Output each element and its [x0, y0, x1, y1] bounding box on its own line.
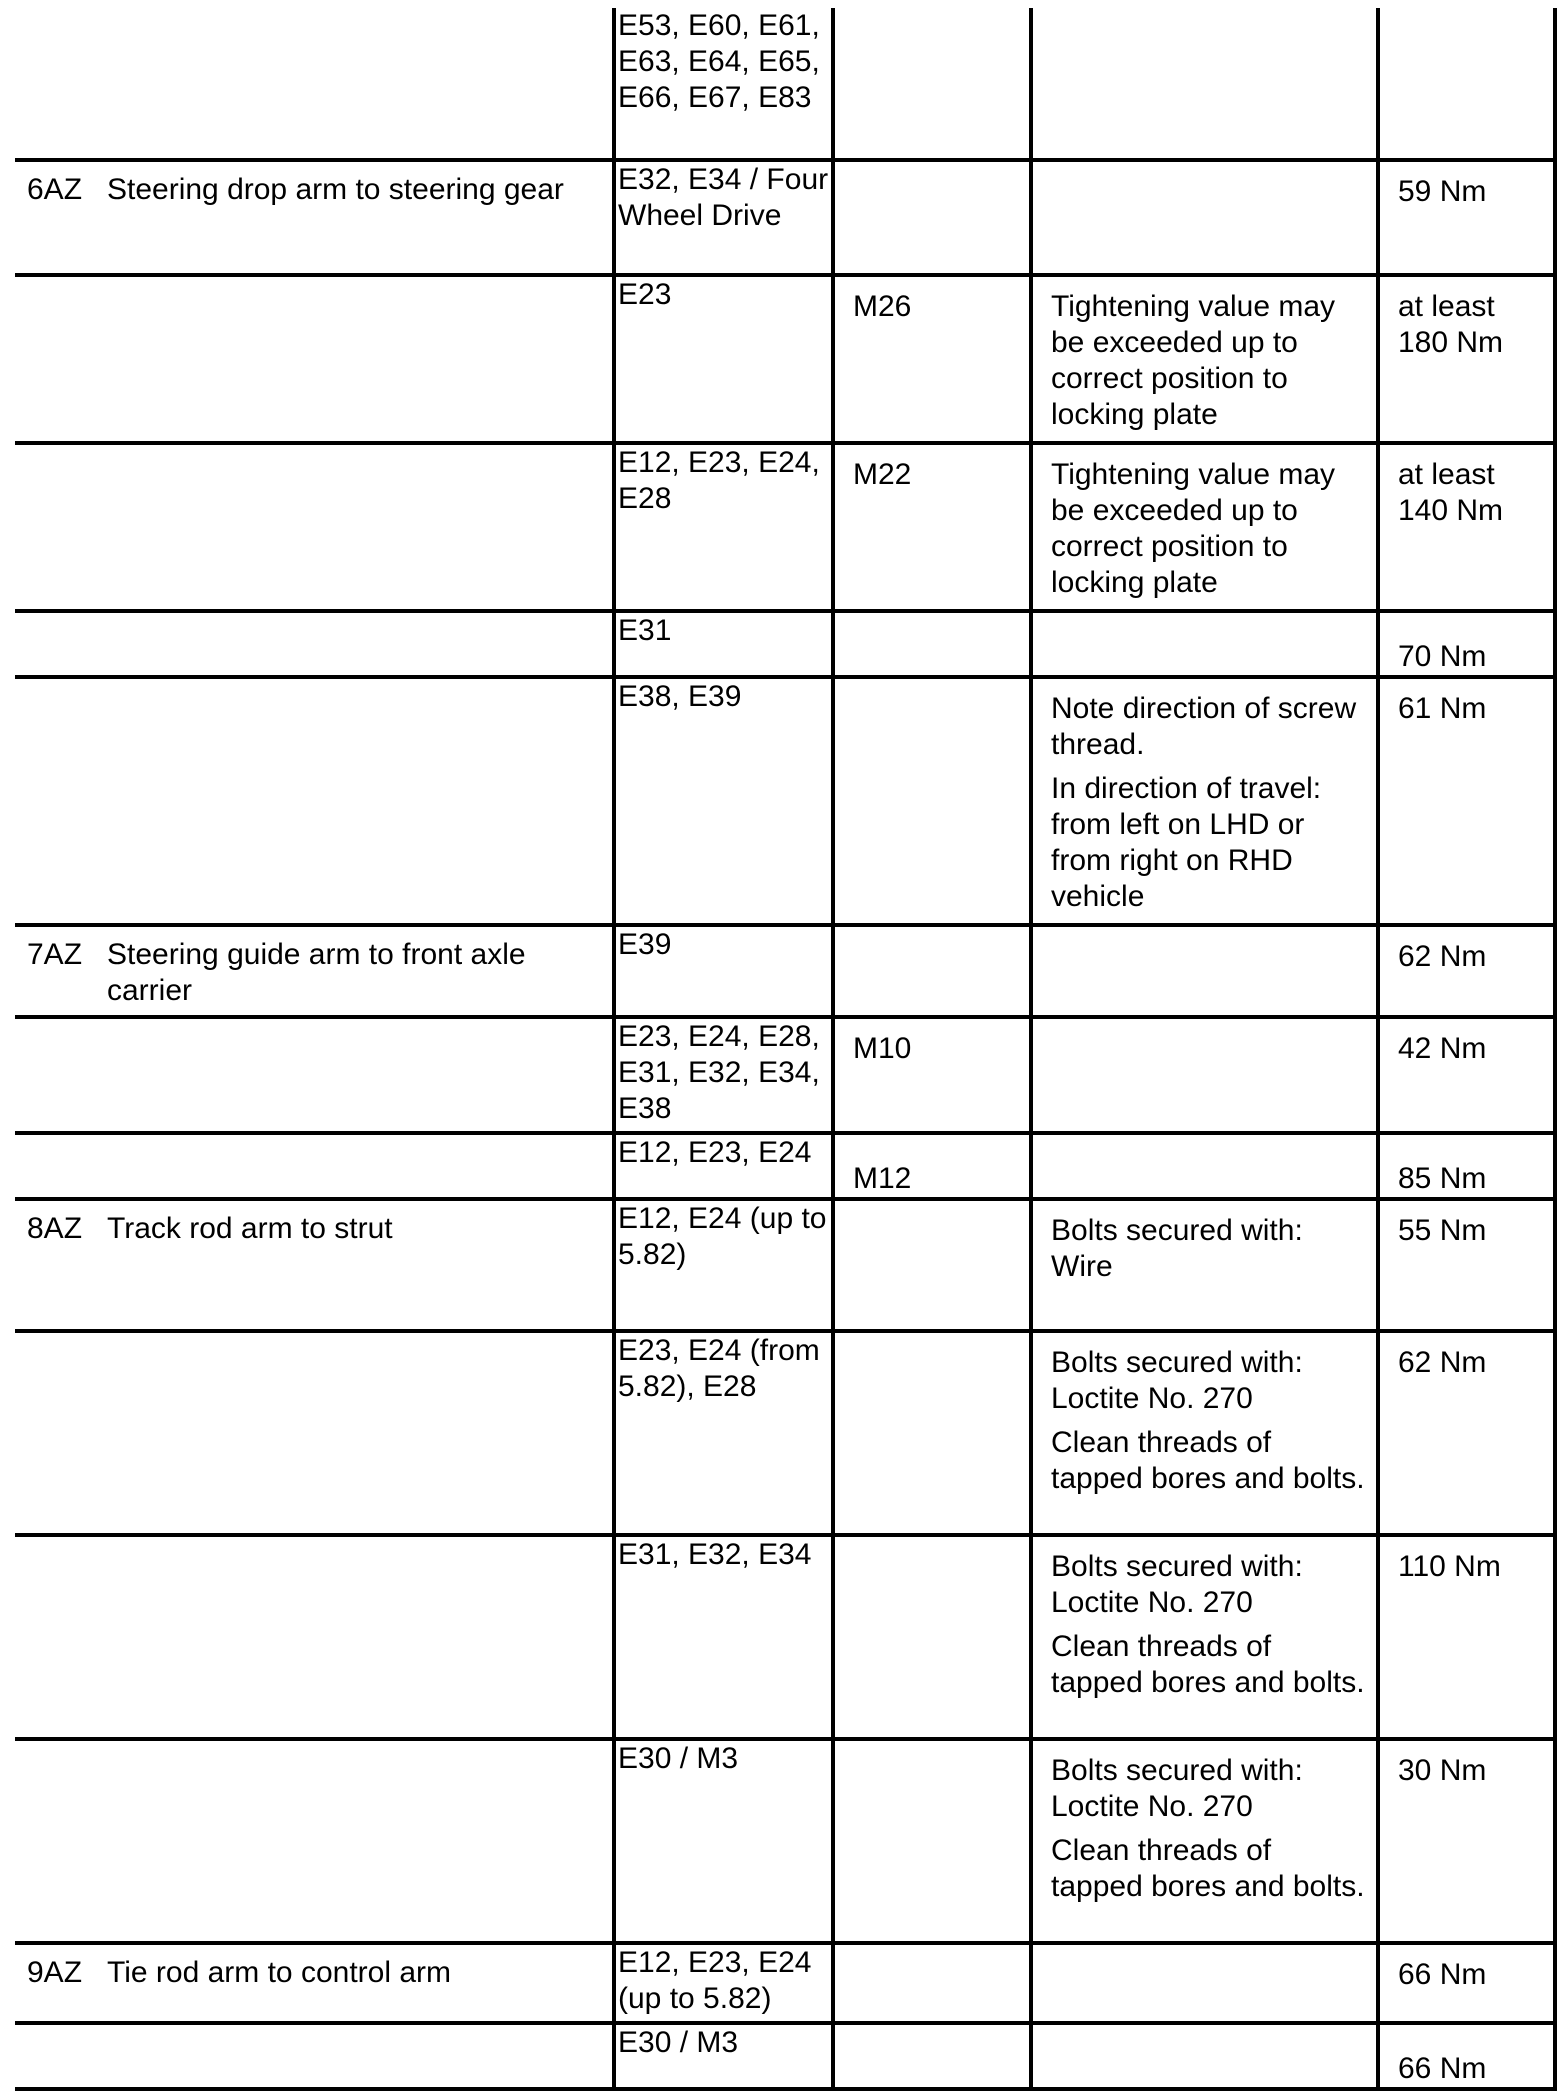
- item-cell: [15, 1199, 614, 1331]
- notes-cell: [1031, 443, 1378, 611]
- model-codes: E31: [618, 614, 672, 647]
- models-cell: [614, 443, 833, 611]
- torque-cell: [1378, 1535, 1555, 1739]
- torque-value: 110 Nm: [1398, 1550, 1501, 1583]
- item-code: 7AZ: [27, 938, 83, 971]
- notes-cell: [1031, 925, 1378, 1017]
- notes-cell: [1031, 677, 1378, 925]
- models-cell: [614, 8, 833, 160]
- thread-size: M10: [853, 1032, 912, 1065]
- note-text: Bolts secured with: Loctite No. 270: [1051, 1346, 1303, 1415]
- torque-value: 66 Nm: [1398, 2052, 1487, 2085]
- table-row: [15, 1017, 1555, 1133]
- thread-cell: [833, 1199, 1031, 1331]
- torque-value: at least 140 Nm: [1398, 458, 1504, 527]
- item-cell: [15, 443, 614, 611]
- item-code: 9AZ: [27, 1956, 83, 1989]
- notes-cell: [1031, 611, 1378, 677]
- thread-cell: [833, 611, 1031, 677]
- thread-size: M26: [853, 290, 912, 323]
- item-cell: [15, 1943, 614, 2023]
- torque-cell: [1378, 8, 1555, 160]
- thread-cell: [833, 925, 1031, 1017]
- thread-cell: [833, 8, 1031, 160]
- thread-cell: [833, 2023, 1031, 2089]
- thread-cell: [833, 1943, 1031, 2023]
- table-row: [15, 1739, 1555, 1943]
- thread-size: [835, 1945, 1029, 1957]
- table-row: [15, 1199, 1555, 1331]
- torque-cell: [1378, 925, 1555, 1017]
- thread-size: [835, 162, 1029, 174]
- thread-cell: [833, 1331, 1031, 1535]
- thread-size: [835, 2025, 1029, 2051]
- table-body: [15, 8, 1555, 2089]
- notes-cell: [1031, 1331, 1378, 1535]
- item-description: Track rod arm to strut: [107, 1212, 393, 1245]
- thread-cell: [833, 677, 1031, 925]
- thread-size: M22: [853, 458, 912, 491]
- table-row: [15, 1133, 1555, 1199]
- torque-value: 66 Nm: [1398, 1958, 1487, 1991]
- item-code: 6AZ: [27, 173, 83, 206]
- torque-cell: [1378, 160, 1555, 275]
- thread-size: [835, 1333, 1029, 1345]
- item-cell: [15, 275, 614, 443]
- models-cell: [614, 1739, 833, 1943]
- item-description: Tie rod arm to control arm: [107, 1956, 451, 1989]
- torque-value: 70 Nm: [1398, 640, 1487, 673]
- thread-cell: [833, 1739, 1031, 1943]
- models-cell: [614, 1199, 833, 1331]
- torque-cell: [1378, 611, 1555, 677]
- note-text: Bolts secured with: Loctite No. 270: [1051, 1550, 1303, 1619]
- table-row: [15, 925, 1555, 1017]
- thread-size: [835, 679, 1029, 691]
- torque-cell: [1378, 1331, 1555, 1535]
- notes-cell: [1031, 8, 1378, 160]
- models-cell: [614, 1331, 833, 1535]
- item-cell: [15, 611, 614, 677]
- item-cell: [15, 1331, 614, 1535]
- item-cell: [15, 8, 614, 160]
- models-cell: [614, 1535, 833, 1739]
- notes-cell: [1031, 1739, 1378, 1943]
- model-codes: E12, E23, E24, E28: [618, 446, 820, 515]
- model-codes: E23, E24 (from 5.82), E28: [618, 1334, 820, 1403]
- table-row: [15, 1535, 1555, 1739]
- thread-size: [835, 613, 1029, 639]
- torque-value: 42 Nm: [1398, 1032, 1487, 1065]
- thread-size: [835, 1741, 1029, 1753]
- thread-cell: [833, 160, 1031, 275]
- thread-size: [835, 1201, 1029, 1213]
- thread-size: [835, 8, 1029, 20]
- models-cell: [614, 2023, 833, 2089]
- table-row: [15, 443, 1555, 611]
- torque-cell: [1378, 2023, 1555, 2089]
- item-cell: [15, 1739, 614, 1943]
- torque-spec-table: [15, 8, 1557, 2091]
- table-row: [15, 2023, 1555, 2089]
- thread-cell: [833, 443, 1031, 611]
- note-text: Bolts secured with: Wire: [1051, 1214, 1303, 1283]
- notes-cell: [1031, 1017, 1378, 1133]
- note-text: Bolts secured with: Loctite No. 270: [1051, 1754, 1303, 1823]
- torque-cell: [1378, 1943, 1555, 2023]
- notes-cell: [1031, 1133, 1378, 1199]
- torque-value: 62 Nm: [1398, 940, 1487, 973]
- torque-cell: [1378, 443, 1555, 611]
- models-cell: [614, 611, 833, 677]
- thread-cell: [833, 1017, 1031, 1133]
- notes-cell: [1031, 160, 1378, 275]
- torque-cell: [1378, 275, 1555, 443]
- table-row: [15, 1943, 1555, 2023]
- table-row: [15, 611, 1555, 677]
- torque-value: 62 Nm: [1398, 1346, 1487, 1379]
- torque-cell: [1378, 1133, 1555, 1199]
- table-row: [15, 8, 1555, 160]
- item-cell: [15, 1535, 614, 1739]
- torque-value: 85 Nm: [1398, 1162, 1487, 1195]
- thread-size: [835, 1537, 1029, 1549]
- note-text: Tightening value may be exceeded up to correct position to locking plate: [1051, 458, 1336, 599]
- item-description: Steering drop arm to steering gear: [107, 173, 564, 206]
- table-row: [15, 1331, 1555, 1535]
- note-text: Clean threads of tapped bores and bolts.: [1051, 1426, 1365, 1495]
- model-codes: E23: [618, 278, 672, 311]
- note-text: Note direction of screw thread.: [1051, 692, 1357, 761]
- model-codes: E23, E24, E28, E31, E32, E34, E38: [618, 1020, 820, 1125]
- torque-value: at least 180 Nm: [1398, 290, 1504, 359]
- note-text: Clean threads of tapped bores and bolts.: [1051, 1630, 1365, 1699]
- torque-value: 30 Nm: [1398, 1754, 1487, 1787]
- thread-cell: [833, 1133, 1031, 1199]
- note-text: In direction of travel: from left on LHD or from right on RHD vehicle: [1051, 772, 1322, 913]
- model-codes: E38, E39: [618, 680, 742, 713]
- item-description: Steering guide arm to front axle carrier: [107, 938, 526, 1007]
- model-codes: E12, E23, E24: [618, 1136, 812, 1169]
- torque-value: [1380, 8, 1553, 20]
- note-text: Clean threads of tapped bores and bolts.: [1051, 1834, 1365, 1903]
- torque-cell: [1378, 1739, 1555, 1943]
- table-row: [15, 677, 1555, 925]
- table-row: [15, 160, 1555, 275]
- notes-cell: [1031, 275, 1378, 443]
- models-cell: [614, 1133, 833, 1199]
- model-codes: E30 / M3: [618, 2026, 739, 2059]
- models-cell: [614, 677, 833, 925]
- torque-cell: [1378, 1199, 1555, 1331]
- notes-cell: [1031, 1535, 1378, 1739]
- model-codes: E12, E24 (up to 5.82): [618, 1202, 827, 1271]
- models-cell: [614, 1017, 833, 1133]
- notes-cell: [1031, 1199, 1378, 1331]
- item-code: 8AZ: [27, 1212, 83, 1245]
- models-cell: [614, 925, 833, 1017]
- item-cell: [15, 677, 614, 925]
- model-codes: E32, E34 / Four Wheel Drive: [618, 163, 829, 232]
- model-codes: E39: [618, 928, 672, 961]
- thread-cell: [833, 275, 1031, 443]
- item-cell: [15, 160, 614, 275]
- item-cell: [15, 1133, 614, 1199]
- model-codes: E30 / M3: [618, 1742, 739, 1775]
- torque-cell: [1378, 1017, 1555, 1133]
- models-cell: [614, 160, 833, 275]
- thread-cell: [833, 1535, 1031, 1739]
- torque-cell: [1378, 677, 1555, 925]
- item-cell: [15, 925, 614, 1017]
- models-cell: [614, 275, 833, 443]
- thread-size: [835, 927, 1029, 939]
- model-codes: E12, E23, E24 (up to 5.82): [618, 1946, 812, 2015]
- item-cell: [15, 1017, 614, 1133]
- note-text: Tightening value may be exceeded up to correct position to locking plate: [1051, 290, 1336, 431]
- item-cell: [15, 2023, 614, 2089]
- table-row: [15, 275, 1555, 443]
- notes-cell: [1031, 2023, 1378, 2089]
- notes-cell: [1031, 1943, 1378, 2023]
- models-cell: [614, 1943, 833, 2023]
- model-codes: E31, E32, E34: [618, 1538, 812, 1571]
- torque-value: 59 Nm: [1398, 175, 1487, 208]
- thread-size: M12: [853, 1162, 912, 1195]
- model-codes: E53, E60, E61, E63, E64, E65, E66, E67, E83: [618, 9, 820, 114]
- torque-value: 55 Nm: [1398, 1214, 1487, 1247]
- torque-value: 61 Nm: [1398, 692, 1487, 725]
